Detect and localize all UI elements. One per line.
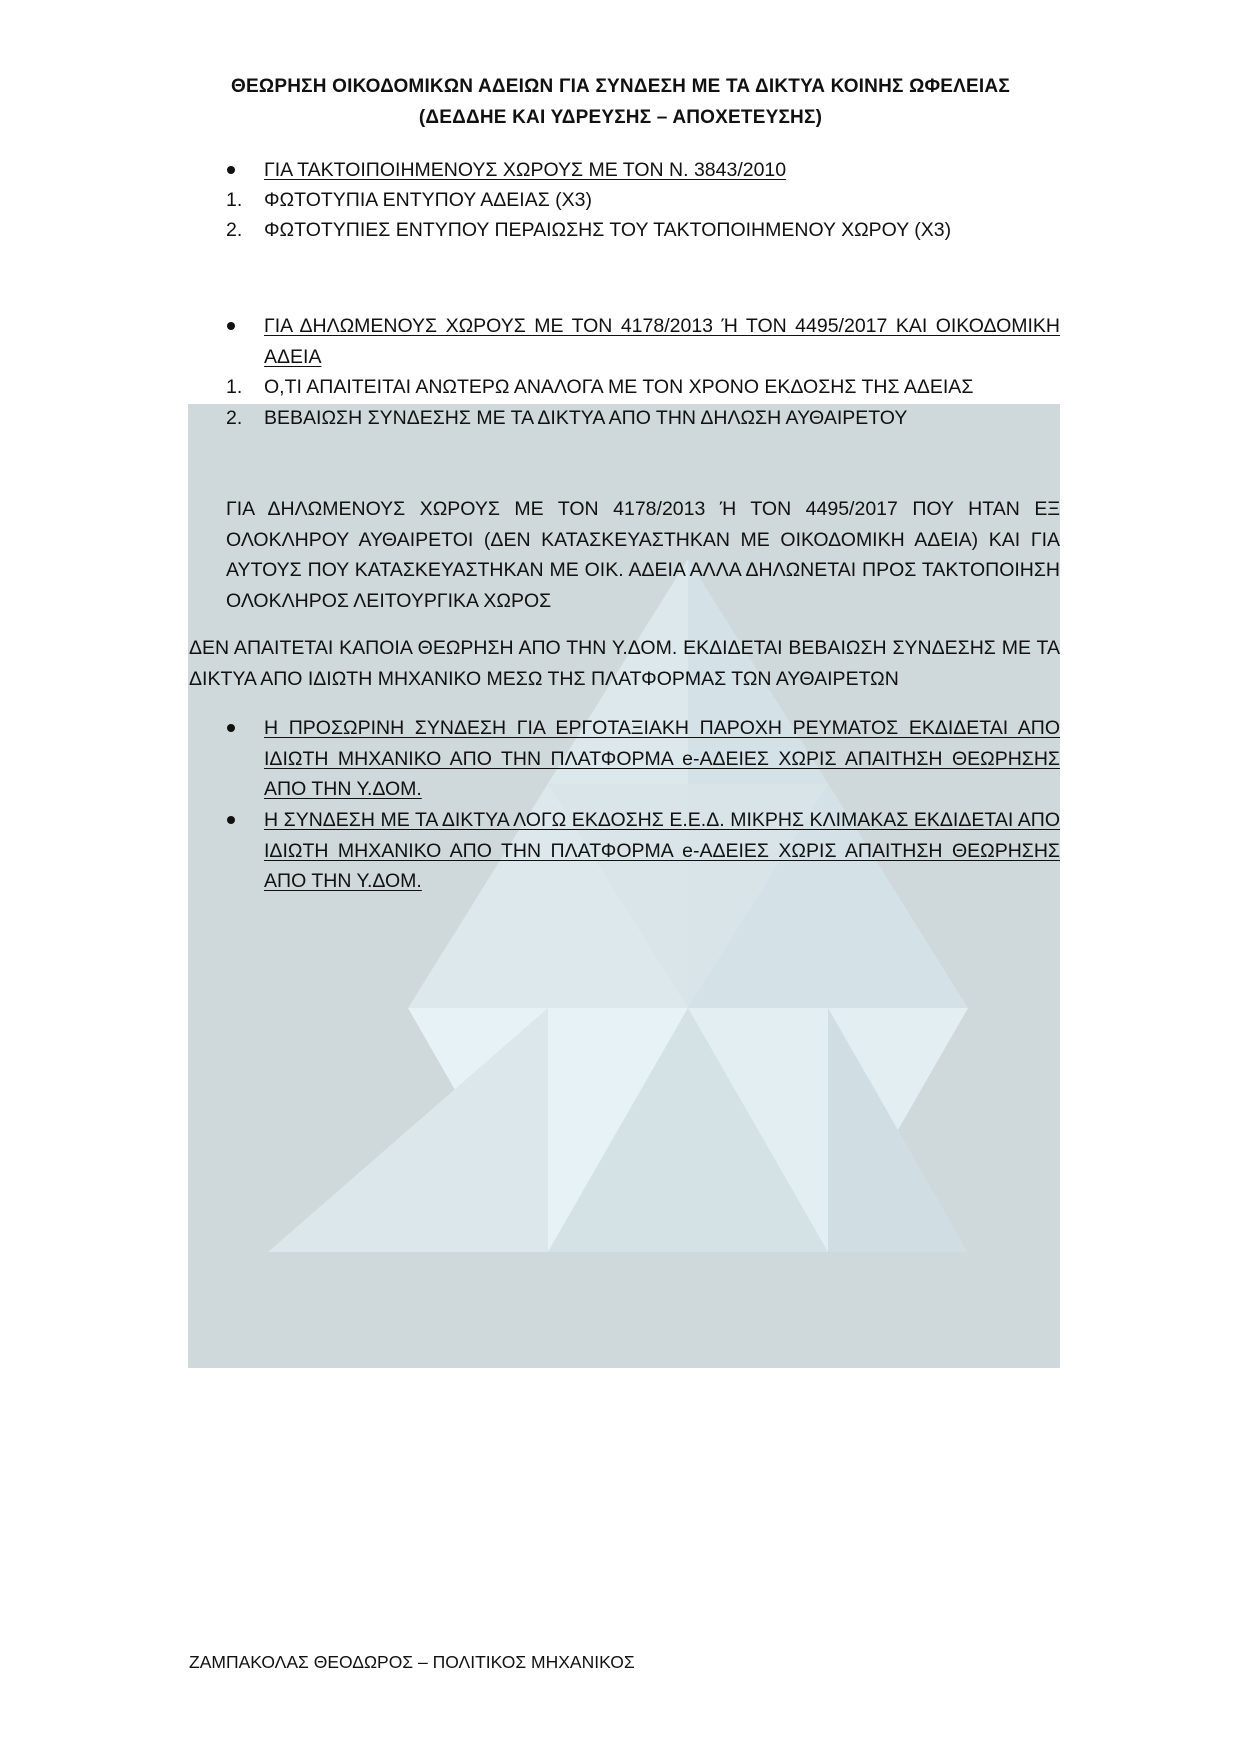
list-number: 1. — [226, 376, 243, 398]
page-title-line1: ΘΕΩΡΗΣΗ ΟΙΚΟΔΟΜΙΚΩΝ ΑΔΕΙΩΝ ΓΙΑ ΣΥΝΔΕΣΗ ΜΕ ΤΑ ΔΙΚΤΥΑ ΚΟΙΝΗΣ ΩΦΕΛΕΙΑΣ — [231, 76, 1010, 97]
bullet-icon — [227, 816, 235, 824]
bullet-line: ΙΔΙΩΤΗ ΜΗΧΑΝΙΚΟ ΑΠΟ ΤΗΝ ΠΛΑΤΦΟΡΜΑ e-ΑΔΕΙΕΣ ΧΩΡΙΣ ΑΠΑΙΤΗΣΗ ΘΕΩΡΗΣΗΣ — [264, 839, 1060, 862]
section2-heading — [264, 311, 1060, 372]
list-item: Ο,ΤΙ ΑΠΑΙΤΕΙΤΑΙ ΑΝΩΤΕΡΩ ΑΝΑΛΟΓΑ ΜΕ ΤΟΝ ΧΡΟΝΟ ΕΚΔΟΣΗΣ ΤΗΣ ΑΔΕΙΑΣ — [264, 376, 974, 398]
list-item: ΦΩΤΟΤΥΠΙΕΣ ΕΝΤΥΠΟΥ ΠΕΡΑΙΩΣΗΣ ΤΟΥ ΤΑΚΤΟΠΟΙΗΜΕΝΟΥ ΧΩΡΟΥ (Χ3) — [264, 219, 952, 241]
bullet-line: Η ΣΥΝΔΕΣΗ ΜΕ ΤΑ ΔΙΚΤΥΑ ΛΟΓΩ ΕΚΔΟΣΗΣ Ε.Ε.Δ. ΜΙΚΡΗΣ ΚΛΙΜΑΚΑΣ ΕΚΔΙΔΕΤΑΙ ΑΠΟ — [264, 809, 1060, 831]
list-number: 1. — [226, 189, 243, 211]
page-title-line2: (ΔΕΔΔΗΕ ΚΑΙ ΥΔΡΕΥΣΗΣ – ΑΠΟΧΕΤΕΥΣΗΣ) — [418, 107, 823, 128]
paragraph-line: ΔΕΝ ΑΠΑΙΤΕΤΑΙ ΚΑΠΟΙΑ ΘΕΩΡΗΣΗ ΑΠΟ ΤΗΝ Υ.ΔΟΜ. ΕΚΔΙΔΕΤΑΙ ΒΕΒΑΙΩΣΗ ΣΥΝΔΕΣΗΣ ΜΕ ΤΑ — [189, 637, 1060, 659]
paragraph-line: ΓΙΑ ΔΗΛΩΜΕΝΟΥΣ ΧΩΡΟΥΣ ΜΕ ΤΟΝ 4178/2013 Ή ΤΟΝ 4495/2017 ΠΟΥ ΗΤΑΝ ΕΞ — [226, 498, 1060, 520]
paragraph-declared-spaces — [226, 494, 1060, 616]
list-item: ΦΩΤΟΤΥΠΙΑ ΕΝΤΥΠΟΥ ΑΔΕΙΑΣ (Χ3) — [264, 189, 593, 211]
paragraph-line: ΟΛΟΚΛΗΡΟΥ ΑΥΘΑΙΡΕΤΟΙ (ΔΕΝ ΚΑΤΑΣΚΕΥΑΣΤΗΚΑΝ ΜΕ ΟΙΚΟΔΟΜΙΚΗ ΑΔΕΙΑ) ΚΑΙ ΓΙΑ — [226, 528, 1060, 551]
bullet-temporary-connection — [264, 713, 1060, 805]
list-item: ΒΕΒΑΙΩΣΗ ΣΥΝΔΕΣΗΣ ΜΕ ΤΑ ΔΙΚΤΥΑ ΑΠΟ ΤΗΝ ΔΗΛΩΣΗ ΑΥΘΑΙΡΕΤΟΥ — [264, 407, 908, 429]
section2-heading-line1: ΓΙΑ ΔΗΛΩΜΕΝΟΥΣ ΧΩΡΟΥΣ ΜΕ ΤΟΝ 4178/2013 Ή ΤΟΝ 4495/2017 ΚΑΙ ΟΙΚΟΔΟΜΙΚΗ — [264, 315, 1060, 337]
section2-heading-line2: ΑΔΕΙΑ — [264, 345, 322, 368]
bullet-line: ΙΔΙΩΤΗ ΜΗΧΑΝΙΚΟ ΑΠΟ ΤΗΝ ΠΛΑΤΦΟΡΜΑ e-ΑΔΕΙΕΣ ΧΩΡΙΣ ΑΠΑΙΤΗΣΗ ΘΕΩΡΗΣΗΣ — [264, 747, 1060, 770]
list-number: 2. — [226, 219, 243, 241]
bullet-icon — [227, 166, 235, 174]
paragraph-line: ΑΥΤΟΥΣ ΠΟΥ ΚΑΤΑΣΚΕΥΑΣΤΗΚΑΝ ΜΕ ΟΙΚ. ΑΔΕΙΑ ΑΛΛΑ ΔΗΛΩΝΕΤΑΙ ΠΡΟΣ ΤΑΚΤΟΠΟΙΗΣΗ — [226, 559, 1060, 581]
bullet-icon — [227, 724, 235, 732]
section1-heading: ΓΙΑ ΤΑΚΤΟΙΠΟΙΗΜΕΝΟΥΣ ΧΩΡΟΥΣ ΜΕ ΤΟΝ Ν. 3843/2010 — [264, 159, 787, 181]
page-footer: ΖΑΜΠΑΚΟΛΑΣ ΘΕΟΔΩΡΟΣ – ΠΟΛΙΤΙΚΟΣ ΜΗΧΑΝΙΚΟΣ — [189, 1652, 635, 1672]
list-number: 2. — [226, 407, 243, 429]
bullet-line: Η ΠΡΟΣΩΡΙΝΗ ΣΥΝΔΕΣΗ ΓΙΑ ΕΡΓΟΤΑΞΙΑΚΗ ΠΑΡΟΧΗ ΡΕΥΜΑΤΟΣ ΕΚΔΙΔΕΤΑΙ ΑΠΟ — [264, 717, 1060, 739]
paragraph-line: ΔΙΚΤΥΑ ΑΠΟ ΙΔΙΩΤΗ ΜΗΧΑΝΙΚΟ ΜΕΣΩ ΤΗΣ ΠΛΑΤΦΟΡΜΑΣ ΤΩΝ ΑΥΘΑΙΡΕΤΩΝ — [189, 667, 899, 690]
paragraph-no-approval — [189, 633, 1060, 694]
bullet-small-scale-connection — [264, 805, 1060, 897]
bullet-line: ΑΠΟ ΤΗΝ Υ.ΔΟΜ. — [264, 778, 422, 800]
bullet-icon — [227, 322, 235, 330]
bullet-line: ΑΠΟ ΤΗΝ Υ.ΔΟΜ. — [264, 870, 422, 892]
paragraph-line: ΟΛΟΚΛΗΡΟΣ ΛΕΙΤΟΥΡΓΙΚΑ ΧΩΡΟΣ — [226, 589, 552, 612]
